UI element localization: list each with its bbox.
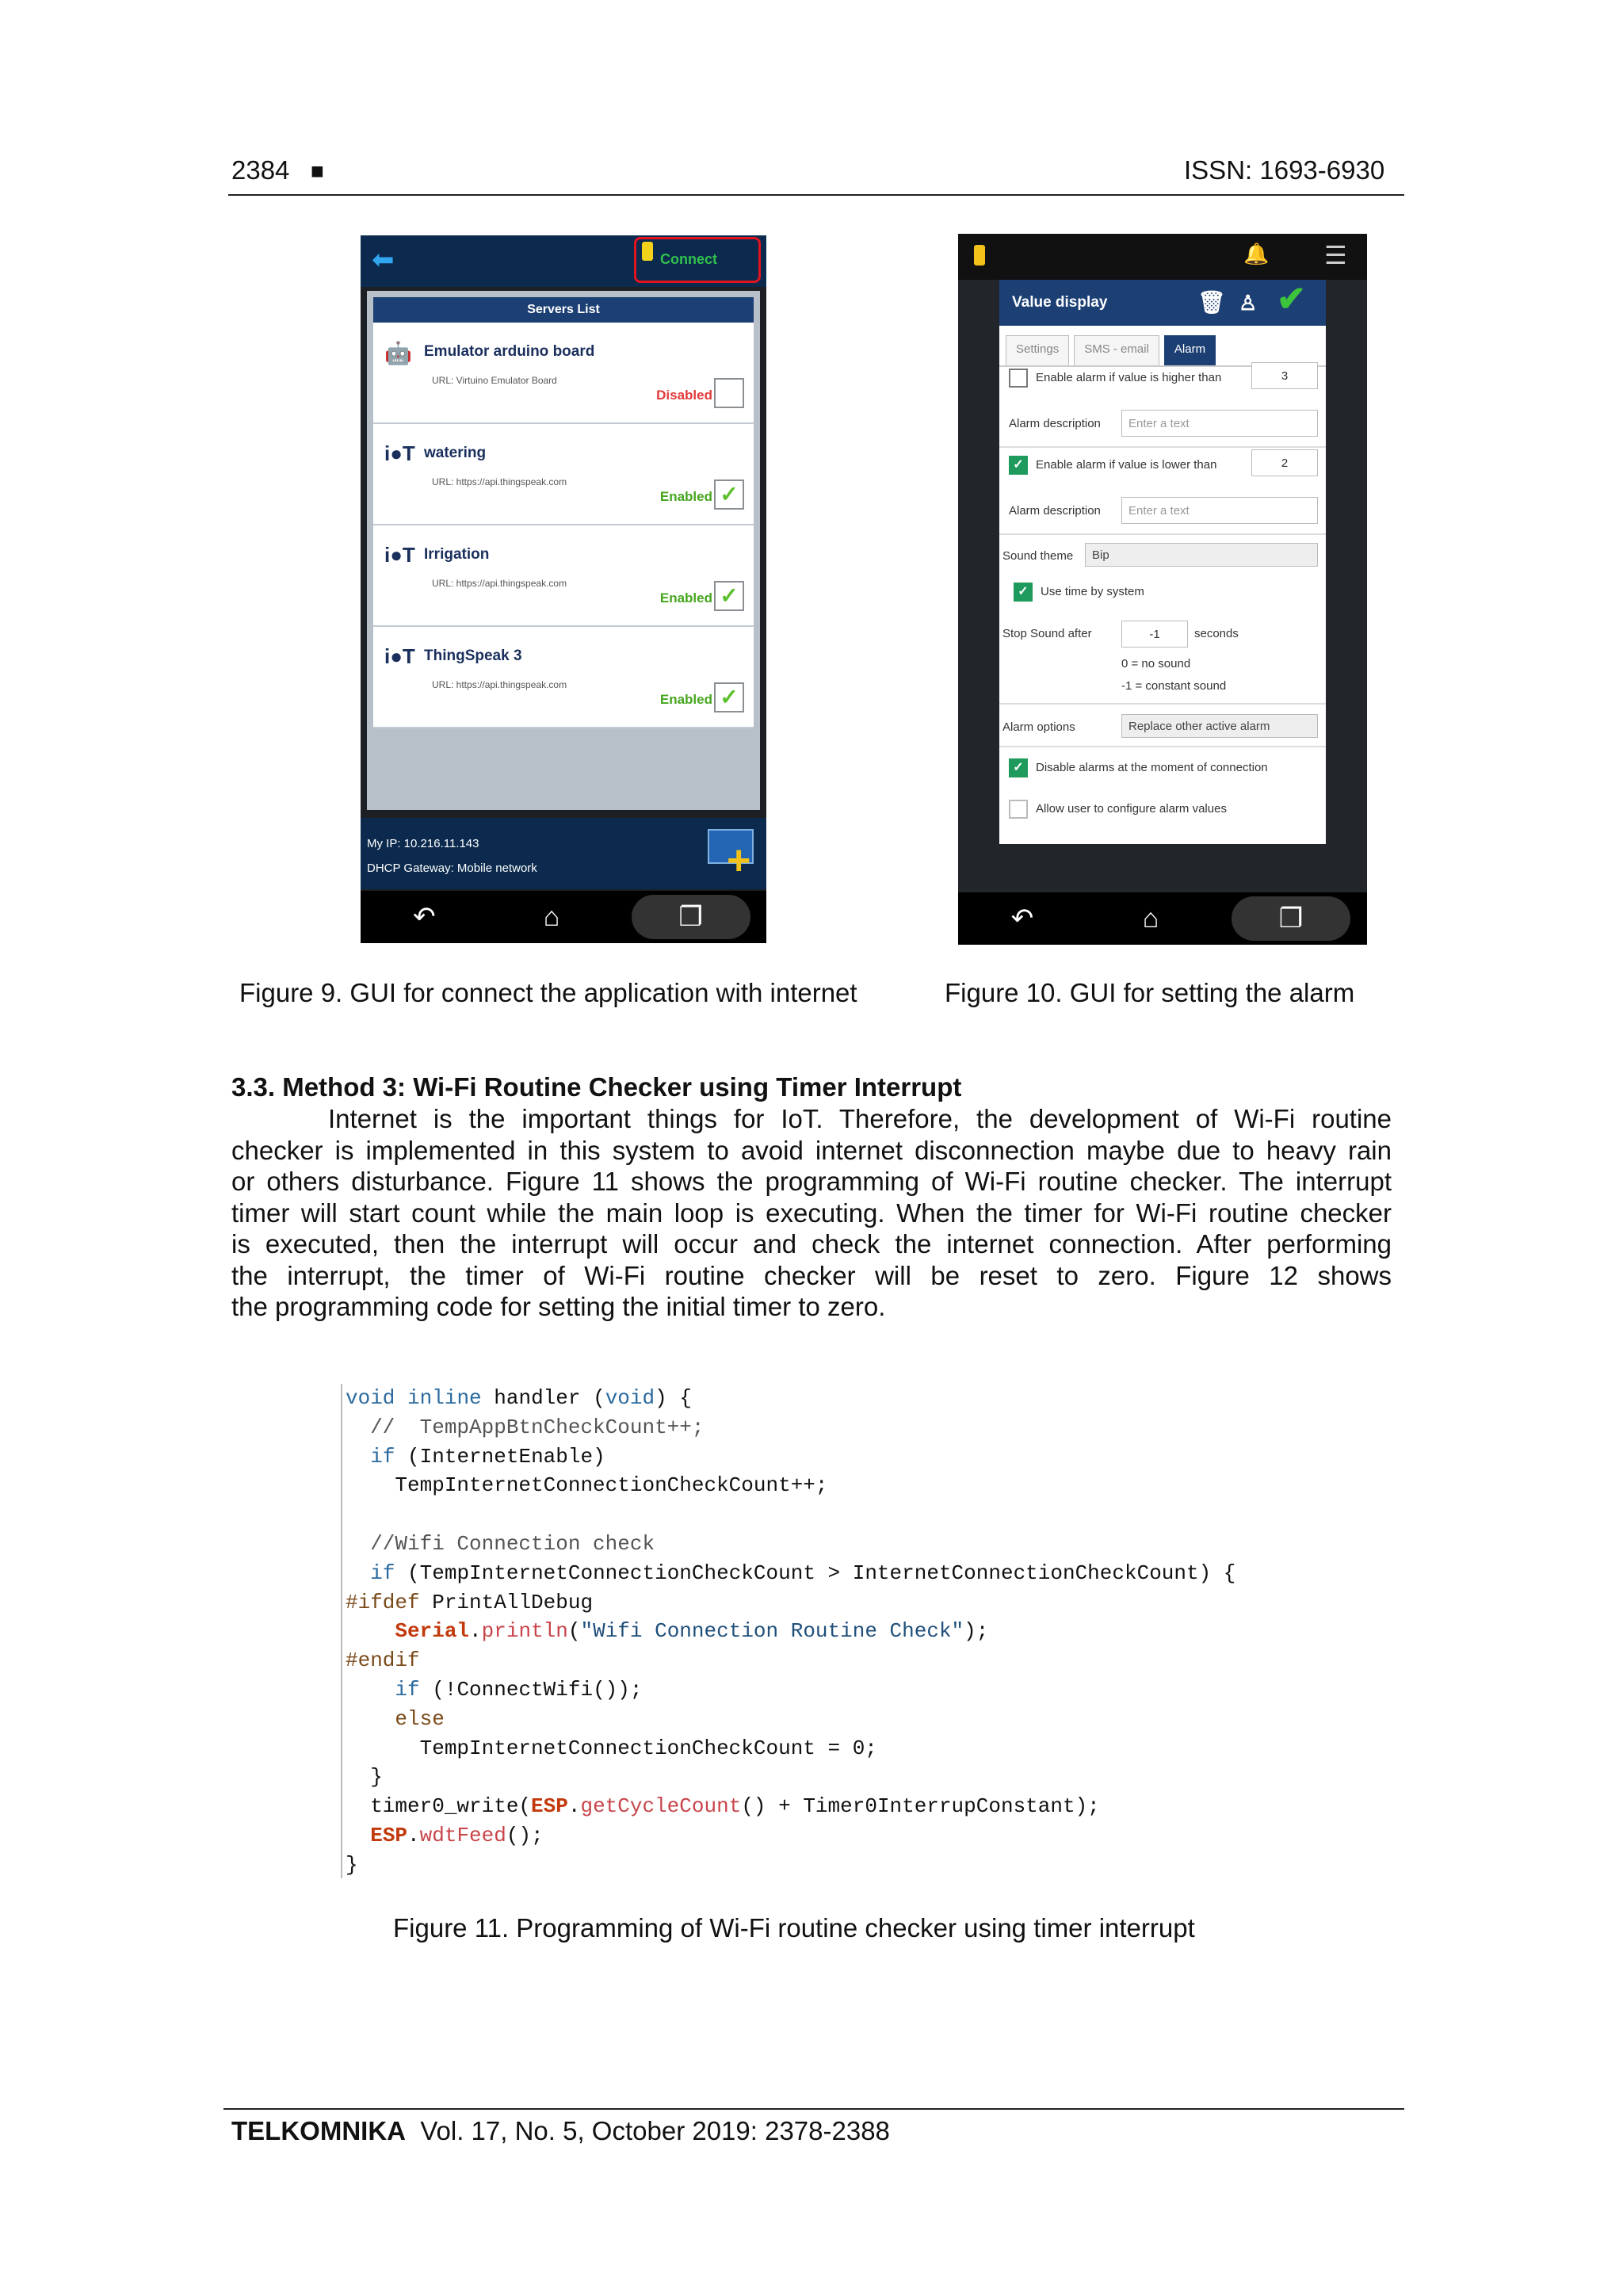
nav-home-icon[interactable]: ⌂ — [543, 902, 560, 932]
server-status: Enabled — [659, 489, 712, 504]
tab-alarm[interactable]: Alarm — [1164, 335, 1216, 365]
footer — [231, 2116, 890, 2146]
server-status: Enabled — [659, 590, 712, 606]
alarm-person-icon[interactable]: ♙ — [1239, 291, 1258, 315]
figure-9-caption: Figure 9. GUI for connect the application with internet — [239, 978, 857, 1007]
header-rule — [228, 194, 1404, 196]
dialog-header — [999, 280, 1326, 326]
divider — [999, 533, 1326, 535]
code-gutter-line — [341, 1384, 342, 1878]
server-item[interactable] — [373, 323, 754, 424]
tab-settings[interactable]: Settings — [1006, 335, 1069, 365]
dialog-title: Value display — [1012, 294, 1108, 311]
code-line: } — [346, 1852, 358, 1877]
divider — [999, 703, 1326, 705]
server-name: watering — [424, 445, 487, 461]
page-number: 2384 — [231, 155, 290, 185]
body-line: the programming code for setting the initial timer to zero. — [231, 1292, 886, 1321]
alarm-high-value[interactable]: 3 — [1251, 362, 1318, 389]
allow-user-label: Allow user to configure alarm values — [1036, 801, 1227, 816]
code-line: if (!ConnectWifi()); — [395, 1677, 643, 1702]
divider — [999, 746, 1326, 747]
gateway-text: DHCP Gateway: Mobile network — [367, 861, 537, 875]
server-item[interactable] — [373, 424, 754, 525]
alarm-options-label: Alarm options — [1002, 720, 1075, 734]
divider — [999, 446, 1326, 448]
alarm-desc-input[interactable]: Enter a text — [1121, 410, 1318, 437]
disable-alarms-row — [1009, 758, 1326, 777]
server-url: URL: Virtuino Emulator Board — [432, 375, 557, 386]
journal-name: TELKOMNIKA — [231, 2116, 406, 2145]
body-line: Internet is the important things for IoT. Therefore, the development of Wi-Fi routine — [328, 1104, 1392, 1133]
nav-back-icon[interactable]: ↶ — [413, 902, 436, 932]
menu-icon[interactable]: ☰ — [1324, 241, 1347, 269]
alarm-desc-label: Alarm description — [1009, 417, 1101, 430]
alarm-high-checkbox[interactable] — [1009, 369, 1028, 388]
body-line: checker is implemented in this system to avoid internet disconnection maybe due to heavy rain — [231, 1135, 1392, 1165]
app-toolbar — [361, 235, 766, 287]
back-arrow-icon[interactable]: ⬅ — [372, 245, 395, 275]
code-listing — [346, 1384, 1235, 1880]
constant-sound-note: -1 = constant sound — [1121, 679, 1227, 693]
app-toolbar — [958, 234, 1367, 280]
network-info-bar — [361, 818, 766, 889]
code-line: #ifdef PrintAllDebug — [346, 1590, 594, 1614]
issue-details: Vol. 17, No. 5, October 2019: 2378-2388 — [420, 2116, 890, 2145]
section-heading: 3.3. Method 3: Wi-Fi Routine Checker using Timer Interrupt — [231, 1072, 962, 1102]
server-status: Disabled — [656, 388, 712, 403]
server-url: URL: https://api.thingspeak.com — [432, 476, 567, 487]
disable-alarms-checkbox[interactable]: ✓ — [1009, 758, 1028, 777]
value-display-dialog — [999, 280, 1326, 844]
servers-list-title: Servers List — [373, 297, 754, 323]
iot-logo-icon: i●T — [384, 543, 415, 567]
stop-sound-label: Stop Sound after — [1002, 627, 1092, 640]
code-line: TempInternetConnectionCheckCount++; — [346, 1473, 828, 1498]
server-enable-checkbox[interactable]: ✓ — [714, 682, 744, 712]
server-enable-checkbox[interactable]: ✓ — [714, 581, 744, 611]
code-line: else — [395, 1706, 445, 1731]
seconds-label: seconds — [1194, 627, 1239, 640]
connect-button[interactable]: Connect — [660, 251, 717, 267]
server-url: URL: https://api.thingspeak.com — [432, 679, 567, 690]
alarm-desc-input-2[interactable]: Enter a text — [1121, 497, 1318, 524]
stop-sound-input[interactable]: -1 — [1121, 621, 1188, 648]
code-line: TempInternetConnectionCheckCount = 0; — [346, 1736, 877, 1760]
body-line: the interrupt, the timer of Wi-Fi routine checker will be reset to zero. Figure 12 shows — [231, 1260, 1392, 1290]
figure-11-caption: Figure 11. Programming of Wi-Fi routine checker using timer interrupt — [393, 1913, 1195, 1943]
nav-recents-icon[interactable]: ❐ — [1232, 896, 1350, 941]
code-line: // TempAppBtnCheckCount++; — [346, 1415, 705, 1439]
nav-recents-icon[interactable]: ❐ — [632, 895, 750, 939]
code-line: timer0_write(ESP.getCycleCount() + Timer0InterrupConstant); — [346, 1794, 1100, 1819]
server-url: URL: https://api.thingspeak.com — [432, 578, 567, 589]
header-marker: ■ — [311, 159, 324, 183]
confirm-check-icon[interactable]: ✔ — [1277, 280, 1306, 319]
settings-tabs — [999, 326, 1326, 367]
servers-panel — [367, 291, 760, 810]
sound-theme-select[interactable]: Bip — [1085, 543, 1318, 567]
figure-9-screenshot — [361, 235, 766, 943]
iot-logo-icon: i●T — [384, 441, 415, 465]
code-line: } — [346, 1765, 383, 1790]
iot-logo-icon: i●T — [384, 644, 415, 668]
issn: ISSN: 1693-6930 — [1184, 155, 1385, 185]
code-line: Serial.println("Wifi Connection Routine Check"); — [395, 1619, 989, 1644]
figure-10-screenshot — [958, 234, 1367, 945]
connection-icon — [974, 245, 985, 266]
my-ip-text: My IP: 10.216.11.143 — [367, 837, 479, 850]
code-line: //Wifi Connection check — [346, 1531, 655, 1556]
body-line: is executed, then the interrupt will occur and check the internet connection. After performing — [231, 1229, 1392, 1259]
code-line: if (TempInternetConnectionCheckCount > InternetConnectionCheckCount) { — [370, 1561, 1236, 1585]
code-line: #endif — [346, 1648, 420, 1673]
nav-back-icon[interactable]: ↶ — [1010, 904, 1034, 934]
server-enable-checkbox[interactable]: ✓ — [714, 479, 744, 510]
section-body — [231, 1103, 1392, 1323]
server-status: Enabled — [659, 692, 712, 707]
body-line: or others disturbance. Figure 11 shows the programming of Wi-Fi routine checker. The interrupt — [231, 1167, 1392, 1196]
figure-10-caption: Figure 10. GUI for setting the alarm — [945, 978, 1355, 1007]
alarm-options-select[interactable]: Replace other active alarm — [1121, 714, 1318, 738]
connect-icon — [642, 242, 653, 261]
code-line: ESP.wdtFeed(); — [370, 1823, 544, 1847]
sound-theme-label: Sound theme — [1002, 549, 1074, 563]
use-time-checkbox[interactable]: ✓ — [1014, 583, 1033, 602]
android-nav-bar — [361, 891, 766, 943]
server-enable-checkbox[interactable] — [714, 378, 744, 408]
allow-user-checkbox[interactable] — [1009, 800, 1028, 819]
server-item[interactable] — [373, 627, 754, 728]
server-item[interactable] — [373, 525, 754, 627]
no-sound-note: 0 = no sound — [1121, 657, 1191, 670]
alarm-low-value[interactable]: 2 — [1251, 449, 1318, 476]
bell-icon[interactable]: 🔔 — [1243, 242, 1270, 266]
body-line: timer will start count while the main loop is executing. When the timer for Wi-Fi routine checker — [231, 1198, 1392, 1228]
allow-user-row — [1009, 800, 1326, 819]
code-line: void inline handler (void) { — [346, 1386, 692, 1410]
tab-sms-email[interactable]: SMS - email — [1074, 335, 1159, 365]
use-time-row — [1014, 583, 1326, 602]
alarm-low-checkbox[interactable]: ✓ — [1009, 456, 1028, 475]
add-server-icon[interactable]: + — [727, 838, 751, 884]
android-icon: 🤖 — [384, 341, 412, 365]
disable-alarms-label: Disable alarms at the moment of connection — [1036, 760, 1268, 774]
trash-icon[interactable]: 🗑 — [1197, 290, 1226, 315]
alarm-low-label: Enable alarm if value is lower than — [1036, 457, 1217, 472]
code-line: if (InternetEnable) — [370, 1444, 605, 1469]
server-name: ThingSpeak 3 — [424, 648, 522, 664]
footer-rule — [223, 2108, 1404, 2110]
android-nav-bar — [958, 892, 1367, 945]
use-time-label: Use time by system — [1041, 584, 1144, 598]
nav-home-icon[interactable]: ⌂ — [1142, 904, 1159, 934]
server-name: Emulator arduino board — [424, 343, 595, 360]
alarm-high-label: Enable alarm if value is higher than — [1036, 370, 1222, 384]
alarm-desc-label-2: Alarm description — [1009, 504, 1101, 518]
server-name: Irrigation — [424, 546, 490, 563]
code-line — [346, 1500, 1235, 1530]
